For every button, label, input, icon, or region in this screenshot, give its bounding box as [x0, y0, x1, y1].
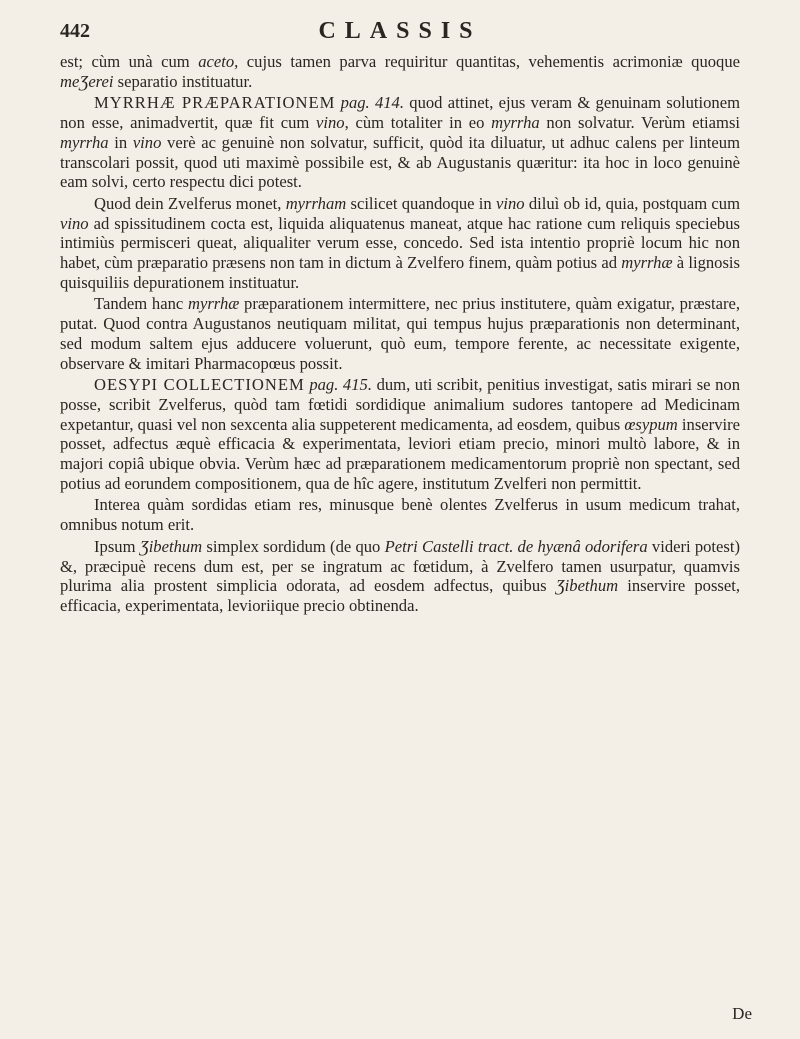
catchword: De [732, 1004, 752, 1023]
italic-run: vino [316, 113, 345, 133]
text-run: præparationem intermittere, nec prius institutere, quàm exigatur, præstare, putat. Quod contra Augustanos neutiquam militat, qui tempus hujus præparationis non determinant, sed modum saltem ejus adducere voluerunt, quò eum, tempore ferente, ac necessitate exigente, observare & imitari Pharmacopœus possit. [60, 294, 740, 373]
running-head: CLASSIS [318, 18, 482, 44]
italic-run: œsypum [624, 414, 678, 434]
paragraph [60, 537, 740, 616]
small-caps-run: MYRRHÆ PRÆPARATIONEM [94, 93, 336, 113]
paragraph [60, 294, 740, 373]
italic-run: Ʒibethum [139, 536, 203, 556]
text-run: non solvatur. Verùm etiamsi [539, 113, 741, 133]
paragraph [60, 93, 740, 192]
paragraph [60, 375, 740, 493]
italic-run: pag. 415. [309, 375, 372, 395]
italic-run: meƷerei [60, 71, 114, 91]
italic-run: myrrham [285, 193, 347, 213]
paragraph [60, 52, 740, 91]
text-run: , cujus tamen parva requiritur quantitas, vehementis acrimoniæ quoque [234, 52, 741, 71]
body-text [60, 52, 740, 616]
italic-run: vino [60, 213, 89, 233]
text-run: videri potest) &, præcipuè recens dum est, per se ingratum ac fœtidum, à Zvelfero tamen usurpatur, quamvis plurima alia prostent simplicia odorata, ad eosdem adfectus, quibus [60, 536, 741, 596]
paragraph [60, 495, 740, 534]
text-run: à lignosis quisquiliis depurationem instituatur. [60, 253, 740, 292]
text-run: quod attinet, ejus veram & genuinam solutionem non esse, animadvertit, quæ fit cum [60, 93, 740, 133]
text-run: est; cùm unà cum [60, 52, 199, 71]
text-run: scilicet quandoque in [346, 193, 496, 213]
text-run: Ipsum [94, 536, 140, 556]
italic-run: myrrha [491, 113, 540, 133]
italic-run: pag. 414. [340, 93, 404, 113]
text-run: diluì ob id, quia, postquam cum [524, 193, 740, 213]
italic-run: Petri Castelli tract. de hyænâ odorifera [384, 536, 648, 556]
page-header [60, 18, 740, 48]
text-run: simplex sordidum (de quo [202, 536, 385, 556]
text-run: ad spissitudinem cocta est, liquida aliquatenus maneat, atque hac ratione cum reliquis speciebus intimiùs permisceri queat, aliqualiter verum esse, concedo. Sed ista intentio propriè locum hic non habet, cùm præparatio præsens non tam in dictum à Zvelfero finem, quàm potius ad [60, 213, 740, 273]
text-run: verè ac genuinè non solvatur, sufficit, quòd ita diluatur, ut adhuc calens per linteum transcolari possit, quod uti maximè possibile est, & ab Augustanis quæritur: ita hoc in loco genuinè eam solvi, certo respectu dici potest. [60, 132, 740, 192]
text-run: in [108, 132, 133, 152]
text-run: Interea quàm sordidas etiam res, minusque benè olentes Zvelferus in usum medicum trahat, omnibus notum erit. [60, 495, 740, 535]
italic-run: myrrha [60, 132, 109, 152]
paragraph [60, 194, 740, 293]
italic-run: Ʒibethum [555, 576, 619, 596]
text-run: inservire posset, adfectus æquè efficacia & experimentata, leviori etiam precio, minori multò labore, & in majori copiâ ubique obvia. Verùm hæc ad præparationem medicamentorum propriè non spectant, sed potius ad eorundem compositionem, qua de hîc agere, institutum Zvelferi non permittit. [60, 414, 740, 493]
italic-run: vino [495, 193, 525, 213]
text-run: separatio instituatur. [113, 71, 253, 91]
page-number: 442 [60, 20, 90, 42]
italic-run: vino [132, 132, 162, 152]
text-run: , cùm totaliter in eo [344, 113, 492, 133]
text-run: Tandem hanc [94, 294, 188, 314]
text-run: Quod dein Zvelferus monet, [94, 193, 286, 213]
text-run: inservire posset, efficacia, experimentata, levioriique precio obtinenda. [60, 576, 741, 615]
italic-run: myrrhæ [187, 294, 240, 314]
small-caps-run: OESYPI COLLECTIONEM [94, 375, 305, 395]
italic-run: aceto [198, 52, 235, 71]
italic-run: myrrhæ [621, 253, 673, 273]
text-run: dum, uti scribit, penitius investigat, satis mirari se non posse, scribit Zvelferus, quòd tam fœtidi sordidique animalium sudores tantopere ad Medicinam expetantur, quasi vel non sexcenta alia suppeterent medicamenta, ad eosdem, quibus [60, 375, 740, 434]
